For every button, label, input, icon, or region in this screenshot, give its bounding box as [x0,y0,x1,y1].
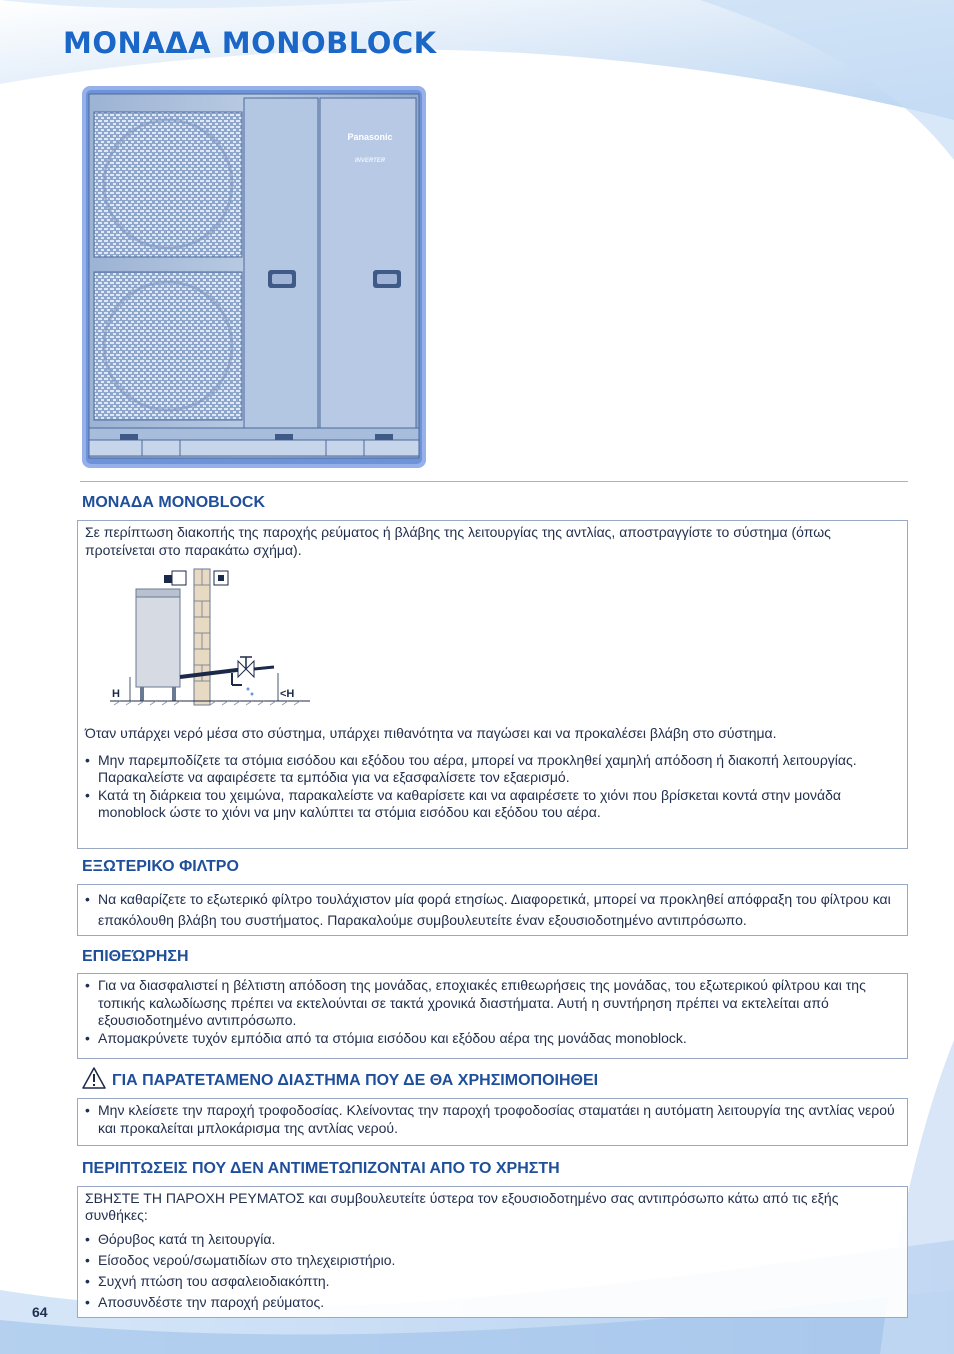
section-heading-inspection: ΕΠΙΘΕΏΡΗΣΗ [82,948,189,965]
section-heading-long-unused-text: ΓΙΑ ΠΑΡΑΤΕΤΑΜΕΝΟ ΔΙΑΣΤΗΜΑ ΠΟΥ ΔΕ ΘΑ ΧΡΗΣΙΜΟΠΟΙΗΘΕΙ [112,1072,599,1089]
monoblock-intro: Σε περίπτωση διακοπής της παροχής ρεύματος ή βλάβης της λειτουργίας της αντλίας, αποστραγγίστε το σύστημα (όπως προτείνεται στο παρακάτω σχήμα). [85,524,831,558]
section-heading-filter: ΕΞΩΤΕΡΙΚΟ ΦΙΛΤΡΟ [82,858,239,875]
list-item: • Να καθαρίζετε το εξωτερικό φίλτρο τουλάχιστον μία φορά ετησίως. Διαφορετικά, μπορεί να προκληθεί απόφραξη του φίλτρου και επακόλουθη βλάβη του συστήματος. Παρακαλούμε συμβουλευτείτε έναν εξουσιοδοτημένο αντιπρόσωπο. [85,889,901,931]
diagram-label-h: H [112,688,120,700]
section-box-long-unused [77,1098,908,1146]
list-item: • Απομακρύνετε τυχόν εμπόδια από τα στόμια εισόδου και εξόδου αέρα της μονάδας monoblock. [85,1030,901,1048]
list-item: • Είσοδος νερού/σωματιδίων στο τηλεχειριστήριο. [85,1250,901,1271]
list-item: • Για να διασφαλιστεί η βέλτιστη απόδοση της μονάδας, εποχιακές επιθεωρήσεις της μονάδας, του εξωτερικού φίλτρου και της τοπικής καλωδίωσης πρέπει να εκτελούνται σε τακτά χρονικά διαστήματα. Αυτή η συντήρηση πρέπει να εκτελείται από εξουσιοδοτημένο αντιπρόσωπο. [85,977,901,1030]
section-heading-not-user: ΠΕΡΙΠΤΩΣΕΙΣ ΠΟΥ ΔΕΝ ΑΝΤΙΜΕΤΩΠΙΖΟΝΤΑΙ ΑΠΟ ΤΟ ΧΡΗΣΤΗ [82,1160,560,1177]
section-box-monoblock [77,520,908,849]
monoblock-after-diagram: Όταν υπάρχει νερό μέσα στο σύστημα, υπάρχει πιθανότητα να παγώσει και να προκαλέσει βλάβη στο σύστημα. [85,725,777,741]
section-divider [80,481,908,482]
list-item: • Κατά τη διάρκεια του χειμώνα, παρακαλείστε να καθαρίσετε και να αφαιρέσετε το χιόνι που βρίσκεται κοντά στην μονάδα monoblock ώστε το χιόνι να μην καλύπτει τα στόμια εισόδου και εξόδου του αέρα. [85,787,901,822]
section-box-not-user [77,1186,908,1318]
page-number: 64 [32,1304,48,1320]
drain-diagram [110,565,330,715]
list-item: • Μην παρεμποδίζετε τα στόμια εισόδου και εξόδου του αέρα, μπορεί να προκληθεί χαμηλή απόδοση ή διακοπή λειτουργίας. Παρακαλείστε να αφαιρέσετε τα εμπόδια για να εξασφαλίσετε τον εξαερισμό. [85,752,901,787]
section-box-filter [77,884,908,936]
list-item: • Θόρυβος κατά τη λειτουργία. [85,1229,901,1250]
list-item: • Μην κλείσετε την παροχή τροφοδοσίας. Κλείνοντας την παροχή τροφοδοσίας σταματάει η αυτόματη λειτουργία της αντλίας νερού και προκαλείται μπλοκάρισμα της αντλίας νερού. [85,1102,901,1137]
monoblock-bullets [85,752,901,822]
monoblock-unit-illustration [80,84,428,470]
not-user-intro: ΣΒΗΣΤΕ ΤΗ ΠΑΡΟΧΗ ΡΕΥΜΑΤΟΣ και συμβουλευτείτε ύστερα τον εξουσιοδοτημένο σας αντιπρόσωπο κάτω από τις εξής συνθήκες: [85,1190,839,1224]
list-item: • Αποσυνδέστε την παροχή ρεύματος. [85,1292,901,1313]
brand-logo: Panasonic [347,132,393,142]
page-title: ΜΟΝΑΔΑ MONOBLOCK [63,26,437,60]
list-item: • Συχνή πτώση του ασφαλειοδιακόπτη. [85,1271,901,1292]
section-heading-long-unused [82,1067,598,1090]
section-heading-monoblock: ΜΟΝΑΔΑ MONOBLOCK [82,494,266,511]
inverter-logo: INVERTER [354,158,386,164]
warning-icon [82,1067,106,1089]
section-box-inspection [77,973,908,1059]
diagram-label-less-h: <H [280,688,295,700]
